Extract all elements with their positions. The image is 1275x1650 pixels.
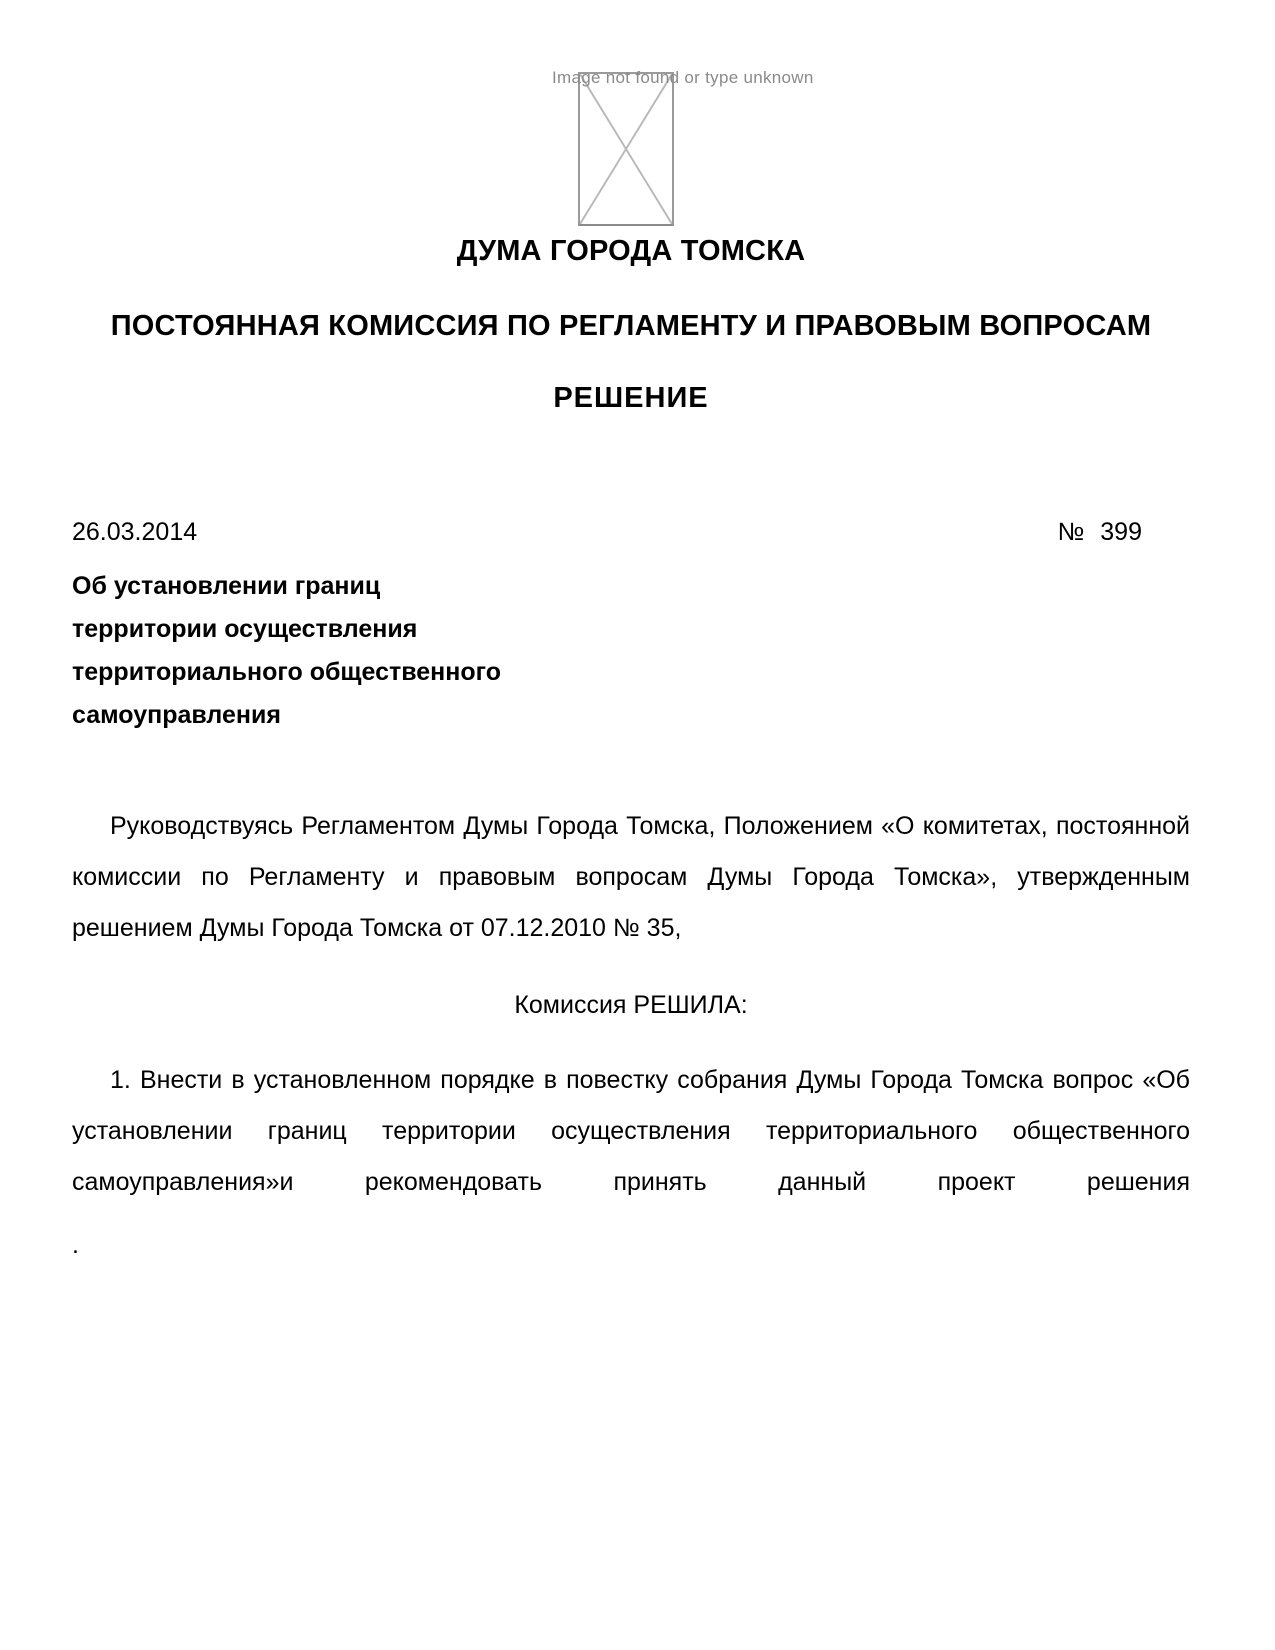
date-value: 26.03.2014 — [72, 518, 198, 546]
doc-type-heading: РЕШЕНИЕ — [553, 382, 709, 414]
subject-line: территории осуществления — [72, 615, 418, 643]
meta-row — [72, 517, 1190, 547]
subject-block — [72, 565, 1190, 737]
commission-subtitle: ПОСТОЯННАЯ КОМИССИЯ ПО РЕГЛАМЕНТУ И ПРАВОВЫМ ВОПРОСАМ — [110, 310, 1152, 342]
broken-image-placeholder — [552, 68, 814, 226]
number-value: 399 — [1100, 518, 1142, 546]
subject-line: территориального общественного — [72, 658, 502, 686]
document-title: ДУМА ГОРОДА ТОМСКА — [456, 235, 806, 267]
doc-number — [1057, 517, 1190, 547]
preamble-paragraph: Руководствуясь Регламентом Думы Города Томска, Положением «О комитетах, постоянной комиссии по Регламенту и правовым вопросам Думы Города Томска», утвержденным решением Думы Города Томска от 07.12.2010 № 35, — [72, 812, 1190, 942]
resolution-heading: Комиссия РЕШИЛА: — [514, 991, 748, 1019]
resolution-item-1: 1. Внести в установленном порядке в повестку собрания Думы Города Томска вопрос «Об установлении границ территории осуществления территориального общественного самоуправления»и рекомендовать принять данный проект решения — [72, 1066, 1190, 1196]
trailing-period: . — [72, 1231, 79, 1259]
subject-line: самоуправления — [72, 701, 281, 729]
subject-line: Об установлении границ — [72, 572, 381, 600]
broken-image-cross-icon — [580, 74, 672, 224]
broken-image-alt-text: Image not found or type unknown — [552, 68, 814, 87]
number-sign-label: № — [1057, 518, 1085, 546]
